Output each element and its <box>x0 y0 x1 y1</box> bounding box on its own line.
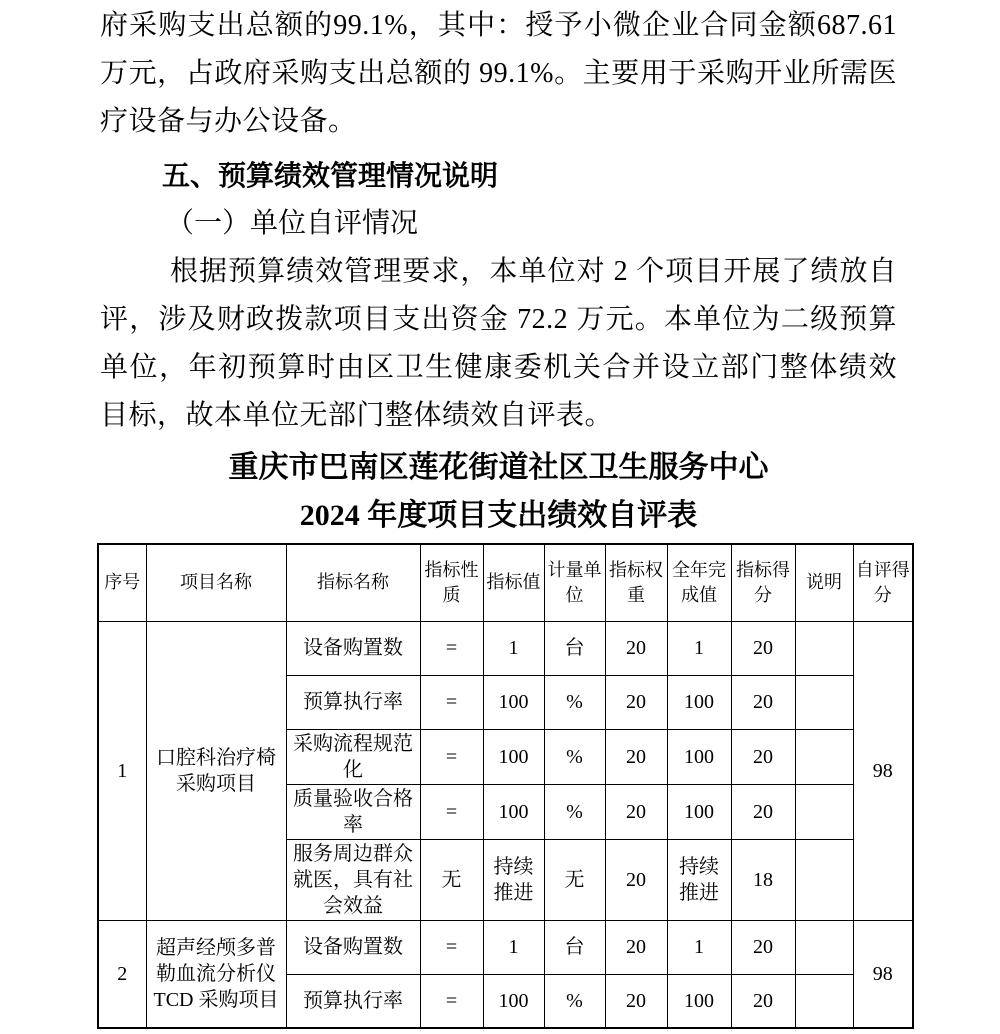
cell-annual-completion: 100 <box>667 729 731 784</box>
cell-annual-completion: 1 <box>667 621 731 675</box>
cell-indicator-weight: 20 <box>605 675 667 729</box>
cell-indicator-name: 设备购置数 <box>286 621 420 675</box>
cell-indicator-value: 100 <box>483 784 544 839</box>
cell-indicator-value: 100 <box>483 675 544 729</box>
table-body <box>98 621 913 1028</box>
cell-note <box>795 920 853 974</box>
section-heading: 五、预算绩效管理情况说明 <box>162 160 499 191</box>
cell-annual-completion: 1 <box>667 920 731 974</box>
table-head-row <box>98 544 913 621</box>
cell-indicator-name: 设备购置数 <box>286 920 420 974</box>
cell-indicator-score: 20 <box>731 784 795 839</box>
cell-indicator-nature: = <box>420 621 483 675</box>
subsection-heading: （一）单位自评情况 <box>166 208 419 239</box>
cell-indicator-name: 预算执行率 <box>286 974 420 1028</box>
cell-indicator-nature: = <box>420 729 483 784</box>
cell-indicator-value: 1 <box>483 920 544 974</box>
column-header: 指标值 <box>483 544 544 621</box>
cell-indicator-score: 20 <box>731 729 795 784</box>
cell-indicator-score: 20 <box>731 675 795 729</box>
cell-indicator-weight: 20 <box>605 729 667 784</box>
cell-annual-completion: 持续推进 <box>667 839 731 920</box>
column-header: 序号 <box>98 544 146 621</box>
cell-indicator-value: 100 <box>483 729 544 784</box>
cell-note <box>795 675 853 729</box>
column-header: 全年完成值 <box>667 544 731 621</box>
cell-measure-unit: 台 <box>544 621 605 675</box>
cell-indicator-score: 20 <box>731 920 795 974</box>
cell-indicator-nature: = <box>420 974 483 1028</box>
cell-indicator-name: 服务周边群众就医，具有社会效益 <box>286 839 420 920</box>
cell-seq-number: 2 <box>98 920 146 1028</box>
cell-indicator-name: 预算执行率 <box>286 675 420 729</box>
cell-indicator-value: 1 <box>483 621 544 675</box>
column-header: 指标性质 <box>420 544 483 621</box>
cell-project-name: 口腔科治疗椅采购项目 <box>146 621 286 920</box>
cell-measure-unit: 无 <box>544 839 605 920</box>
cell-measure-unit: % <box>544 784 605 839</box>
cell-indicator-score: 20 <box>731 621 795 675</box>
table-row <box>98 621 913 675</box>
cell-indicator-weight: 20 <box>605 784 667 839</box>
cell-self-eval-score: 98 <box>853 621 913 920</box>
cell-indicator-value: 100 <box>483 974 544 1028</box>
cell-self-eval-score: 98 <box>853 920 913 1028</box>
cell-annual-completion: 100 <box>667 784 731 839</box>
cell-indicator-weight: 20 <box>605 920 667 974</box>
column-header: 计量单位 <box>544 544 605 621</box>
cell-measure-unit: % <box>544 729 605 784</box>
cell-indicator-nature: = <box>420 920 483 974</box>
column-header: 说明 <box>795 544 853 621</box>
paragraph-continuation: 府采购支出总额的99.1%，其中：授予小微企业合同金额687.61万元，占政府采购支出总额的 99.1%。主要用于采购开业所需医疗设备与办公设备。 <box>100 10 897 137</box>
cell-indicator-value: 持续推进 <box>483 839 544 920</box>
performance-table <box>97 543 914 1029</box>
cell-indicator-nature: 无 <box>420 839 483 920</box>
paragraph-self-eval: 根据预算绩效管理要求，本单位对 2 个项目开展了绩放自评，涉及财政拨款项目支出资金 72.2 万元。本单位为二级预算单位，年初预算时由区卫生健康委机关合并设立部门整体绩效目标，故本单位无部门整体绩效自评表。 <box>100 256 897 431</box>
cell-indicator-name: 采购流程规范化 <box>286 729 420 784</box>
cell-measure-unit: % <box>544 675 605 729</box>
cell-indicator-nature: = <box>420 675 483 729</box>
table-title-line1: 重庆市巴南区莲花街道社区卫生服务中心 <box>228 451 769 484</box>
cell-annual-completion: 100 <box>667 675 731 729</box>
cell-seq-number: 1 <box>98 621 146 920</box>
column-header: 指标权重 <box>605 544 667 621</box>
cell-indicator-nature: = <box>420 784 483 839</box>
column-header: 项目名称 <box>146 544 286 621</box>
cell-note <box>795 621 853 675</box>
column-header: 指标名称 <box>286 544 420 621</box>
cell-note <box>795 784 853 839</box>
cell-note <box>795 839 853 920</box>
cell-note <box>795 974 853 1028</box>
cell-note <box>795 729 853 784</box>
cell-indicator-name: 质量验收合格率 <box>286 784 420 839</box>
cell-measure-unit: % <box>544 974 605 1028</box>
table-row <box>98 920 913 974</box>
cell-project-name: 超声经颅多普勒血流分析仪 TCD 采购项目 <box>146 920 286 1028</box>
table-title-line2: 2024 年度项目支出绩效自评表 <box>299 499 698 532</box>
cell-indicator-score: 18 <box>731 839 795 920</box>
cell-indicator-score: 20 <box>731 974 795 1028</box>
cell-indicator-weight: 20 <box>605 839 667 920</box>
cell-annual-completion: 100 <box>667 974 731 1028</box>
cell-indicator-weight: 20 <box>605 974 667 1028</box>
column-header: 自评得分 <box>853 544 913 621</box>
cell-measure-unit: 台 <box>544 920 605 974</box>
column-header: 指标得分 <box>731 544 795 621</box>
cell-indicator-weight: 20 <box>605 621 667 675</box>
